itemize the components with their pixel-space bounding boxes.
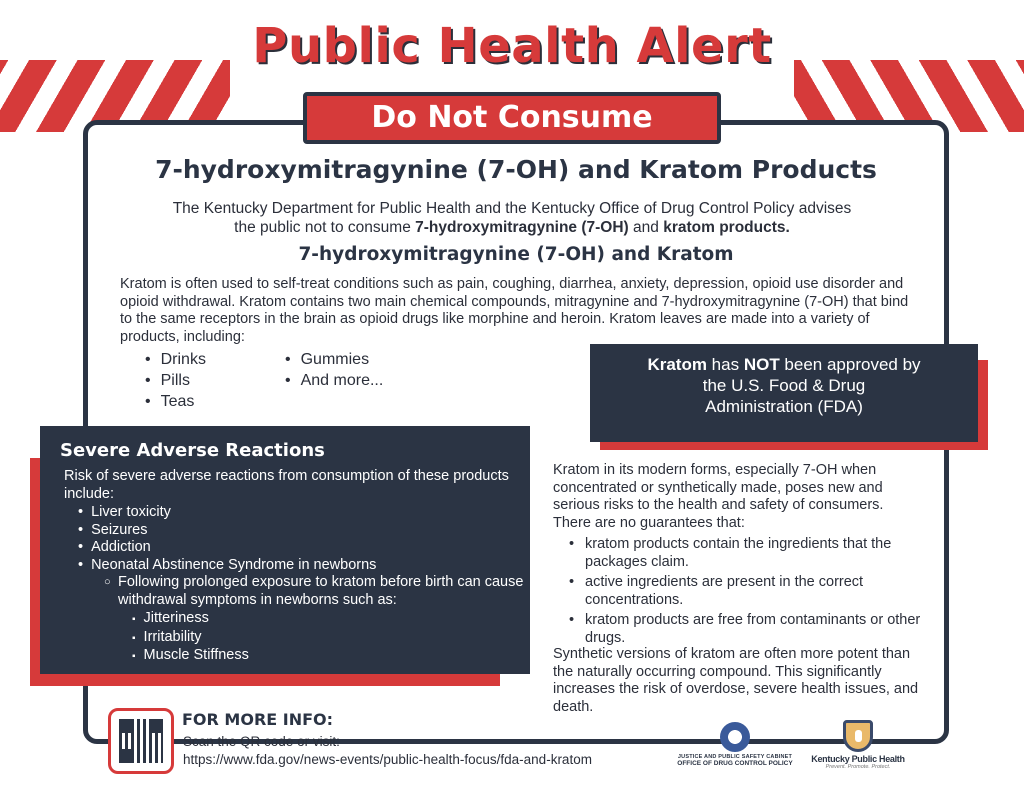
kph-name-text: Kentucky Public Health	[811, 754, 905, 764]
list-item: ▪ Irritability	[146, 629, 249, 648]
alert-subtitle: 7-hydroxymitragynine (7-OH) and Kratom Products	[155, 155, 877, 184]
qr-code-frame[interactable]	[108, 708, 174, 774]
odcp-name-text: OFFICE OF DRUG CONTROL POLICY	[677, 760, 793, 767]
list-item: ▪ Jitteriness	[146, 610, 249, 629]
fda-notice-box	[590, 344, 978, 442]
qr-code-icon[interactable]	[119, 719, 163, 763]
page-title: Public Health Alert	[252, 18, 772, 74]
intro-bold-kratom: kratom products.	[663, 219, 790, 236]
risk-item-text: • active ingredients are present in the correct concentrations.	[585, 574, 864, 608]
risk-item-text: • kratom products are free from contaminants or other drugs.	[585, 612, 921, 646]
synthetic-warning: Synthetic versions of kratom are often more potent than the naturally occurring compound. This significantly increases the risk of overdose, severe health issues, and death.	[553, 646, 919, 715]
fda-line2: the U.S. Food & Drug	[702, 376, 866, 395]
fda-bold-kratom: Kratom	[647, 355, 707, 374]
product-list-col1	[145, 349, 206, 412]
adverse-intro: Risk of severe adverse reactions from consumption of these products include:	[64, 468, 509, 502]
intro-and: and	[628, 219, 664, 236]
adverse-title: Severe Adverse Reactions	[60, 440, 325, 461]
fda-bold-not: NOT	[743, 355, 780, 374]
fda-text1: has	[706, 355, 744, 374]
intro-line1: The Kentucky Department for Public Health and the Kentucky Office of Drug Control Policy advises	[172, 200, 852, 217]
kentucky-public-health-shield-icon	[843, 720, 873, 752]
kratom-paragraph: Kratom is often used to self-treat conditions such as pain, coughing, diarrhea, anxiety, depression, opioid use disorder and opioid withdrawal. Kratom contains two main chemical compounds, mitragynine and 7-hydroxymitragynine (7-OH) that bind to the same receptors in the brain as opioid drugs like morphine and heroin. Kratom leaves are made into a variety of products, including:	[120, 276, 909, 345]
list-item: • Liver toxicity	[92, 504, 522, 522]
kentucky-seal-icon	[720, 722, 750, 752]
list-item: • And more...	[285, 370, 383, 391]
list-item: • Seizures	[92, 522, 522, 540]
list-item	[585, 612, 925, 647]
more-info-text: Scan the QR code or visit:	[183, 734, 340, 749]
kph-logo	[806, 720, 910, 770]
intro-line2-start: the public not to consume	[234, 219, 416, 236]
odcp-logo	[676, 722, 794, 767]
section-heading: 7-hydroxymitragynine (7-OH) and Kratom	[298, 244, 734, 265]
list-item: ▪ Muscle Stiffness	[146, 647, 249, 666]
kph-tagline: Prevent. Promote. Protect.	[825, 764, 891, 770]
symptom-list	[143, 610, 249, 666]
fda-text2: been approved by	[779, 355, 921, 374]
list-item	[585, 536, 925, 571]
product-list-col2	[285, 349, 383, 391]
risk-intro: Kratom in its modern forms, especially 7-OH when concentrated or synthetically made, poses new and serious risks to the health and safety of consumers. There are no guarantees that:	[553, 462, 884, 531]
do-not-consume-banner: Do Not Consume	[303, 92, 721, 144]
risk-item-text: • kratom products contain the ingredients that the packages claim.	[585, 536, 892, 570]
odcp-cabinet-text: JUSTICE AND PUBLIC SAFETY CABINET	[677, 754, 793, 760]
list-item: • Gummies	[285, 349, 383, 370]
fda-link[interactable]: https://www.fda.gov/news-events/public-health-focus/fda-and-kratom	[183, 752, 592, 767]
list-item: • Addiction	[92, 539, 522, 557]
adverse-reactions-box	[40, 426, 530, 674]
list-item: • Neonatal Abstinence Syndrome in newborns	[92, 557, 522, 575]
risk-list	[585, 536, 925, 650]
intro-text	[150, 199, 874, 237]
list-item: • Pills	[145, 370, 206, 391]
more-info-title: FOR MORE INFO:	[182, 710, 334, 729]
adverse-list	[92, 504, 522, 574]
fda-line3: Administration (FDA)	[705, 397, 863, 416]
list-item	[585, 574, 925, 609]
adverse-sub-item: ○ Following prolonged exposure to kratom before birth can cause withdrawal symptoms in newborns such as:	[118, 574, 528, 609]
intro-bold-7oh: 7-hydroxymitragynine (7-OH)	[415, 219, 629, 236]
list-item: • Drinks	[145, 349, 206, 370]
list-item: • Teas	[145, 391, 206, 412]
